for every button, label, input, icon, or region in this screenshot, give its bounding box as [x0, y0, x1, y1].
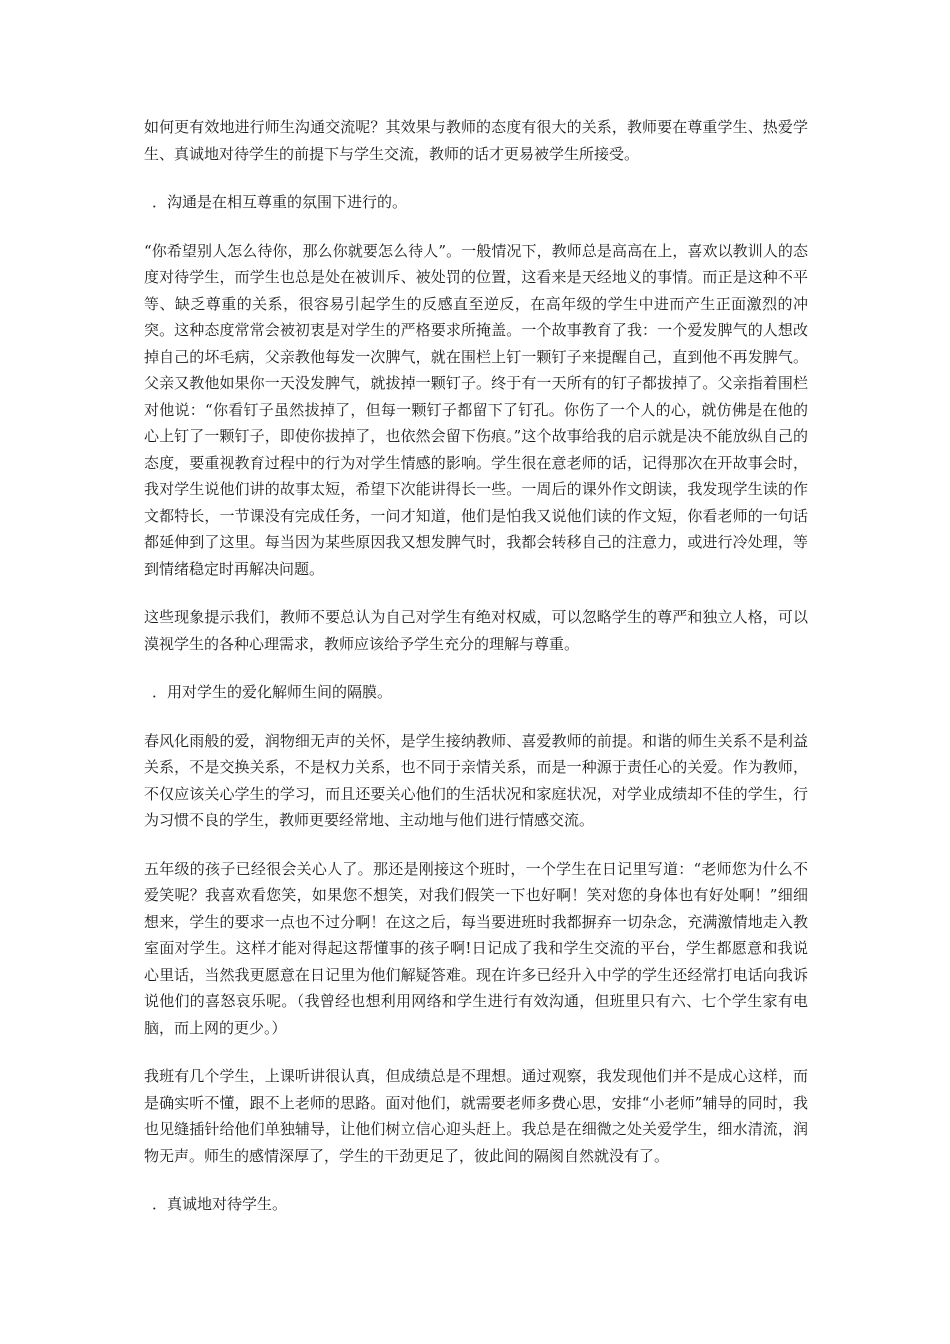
section-heading-love: ．用对学生的爱化解师生间的隔膜。 — [152, 683, 393, 701]
paragraph-respect-summary: 这些现象提示我们，教师不要总认为自己对学生有绝对权威，可以忽略学生的尊严和独立人格，可以漠视学生的各种心理需求，教师应该给予学生充分的理解与尊重。 — [144, 608, 808, 653]
paragraph-diary: 五年级的孩子已经很会关心人了。那还是刚接这个班时，一个学生在日记里写道：“老师您为什么不爱笑呢？我喜欢看您笑，如果您不想笑，对我们假笑一下也好啊！笑对您的身体也有好处啊！”细细想来，学生的要求一点也不过分啊！在这之后，每当要进班时我都摒弃一切杂念，充满激情地走入教室面对学生。这样才能对得起这帮懂事的孩子啊!日记成了我和学生交流的平台，学生都愿意和我说心里话，当然我更愿意在日记里为他们解疑答难。现在许多已经升入中学的学生还经常打电话向我诉说他们的喜怒哀乐呢。（我曾经也想利用网络和学生进行有效沟通，但班里只有六、七个学生家有电脑，而上网的更少。） — [144, 859, 808, 1037]
section-heading-mutual-respect: ．沟通是在相互尊重的氛围下进行的。 — [152, 193, 408, 211]
paragraph-tutoring: 我班有几个学生，上课听讲很认真，但成绩总是不理想。通过观察，我发现他们并不是成心这样，而是确实听不懂，跟不上老师的思路。面对他们，就需要老师多费心思，安排“小老师”辅导的同时，我也见缝插针给他们单独辅导，让他们树立信心迎头赶上。我总是在细微之处关爱学生，细水清流，润物无声。师生的感情深厚了，学生的干劲更足了，彼此间的隔阂自然就没有了。 — [144, 1067, 808, 1165]
paragraph-nail-story: “你希望别人怎么待你，那么你就要怎么待人”。一般情况下，教师总是高高在上，喜欢以教训人的态度对待学生，而学生也总是处在被训斥、被处罚的位置，这看来是天经地义的事情。而正是这种不平等、缺乏尊重的关系，很容易引起学生的反感直至逆反，在高年级的学生中进而产生正面激烈的冲突。这种态度常常会被初衷是对学生的严格要求所掩盖。一个故事教育了我：一个爱发脾气的人想改掉自己的坏毛病，父亲教他每发一次脾气，就在围栏上钉一颗钉子来提醒自己，直到他不再发脾气。父亲又教他如果你一天没发脾气，就拔掉一颗钉子。终于有一天所有的钉子都拔掉了。父亲指着围栏对他说：“你看钉子虽然拔掉了，但每一颗钉子都留下了钉孔。你伤了一个人的心，就仿佛是在他的心上钉了一颗钉子，即使你拔掉了，也依然会留下伤痕。”这个故事给我的启示就是决不能放纵自己的态度，要重视教育过程中的行为对学生情感的影响。学生很在意老师的话，记得那次在开故事会时，我对学生说他们讲的故事太短，希望下次能讲得长一些。一周后的课外作文朗读，我发现学生读的作文都特长，一节课没有完成任务，一问才知道，他们是怕我又说他们读的作文短，你看老师的一句话都延伸到了这里。每当因为某些原因我又想发脾气时，我都会转移自己的注意力，或进行冷处理，等到情绪稳定时再解决问题。 — [144, 241, 808, 578]
document-body — [144, 114, 808, 1240]
paragraph-intro: 如何更有效地进行师生沟通交流呢？其效果与教师的态度有很大的关系，教师要在尊重学生、热爱学生、真诚地对待学生的前提下与学生交流，教师的话才更易被学生所接受。 — [144, 118, 808, 163]
section-heading-sincerity: ．真诚地对待学生。 — [152, 1195, 288, 1213]
paragraph-care: 春风化雨般的爱，润物细无声的关怀，是学生接纳教师、喜爱教师的前提。和谐的师生关系不是利益关系，不是交换关系，不是权力关系，也不同于亲情关系，而是一种源于责任心的关爱。作为教师，不仅应该关心学生的学习，而且还要关心他们的生活状况和家庭状况，对学业成绩却不佳的学生，行为习惯不良的学生，教师更要经常地、主动地与他们进行情感交流。 — [144, 731, 808, 829]
